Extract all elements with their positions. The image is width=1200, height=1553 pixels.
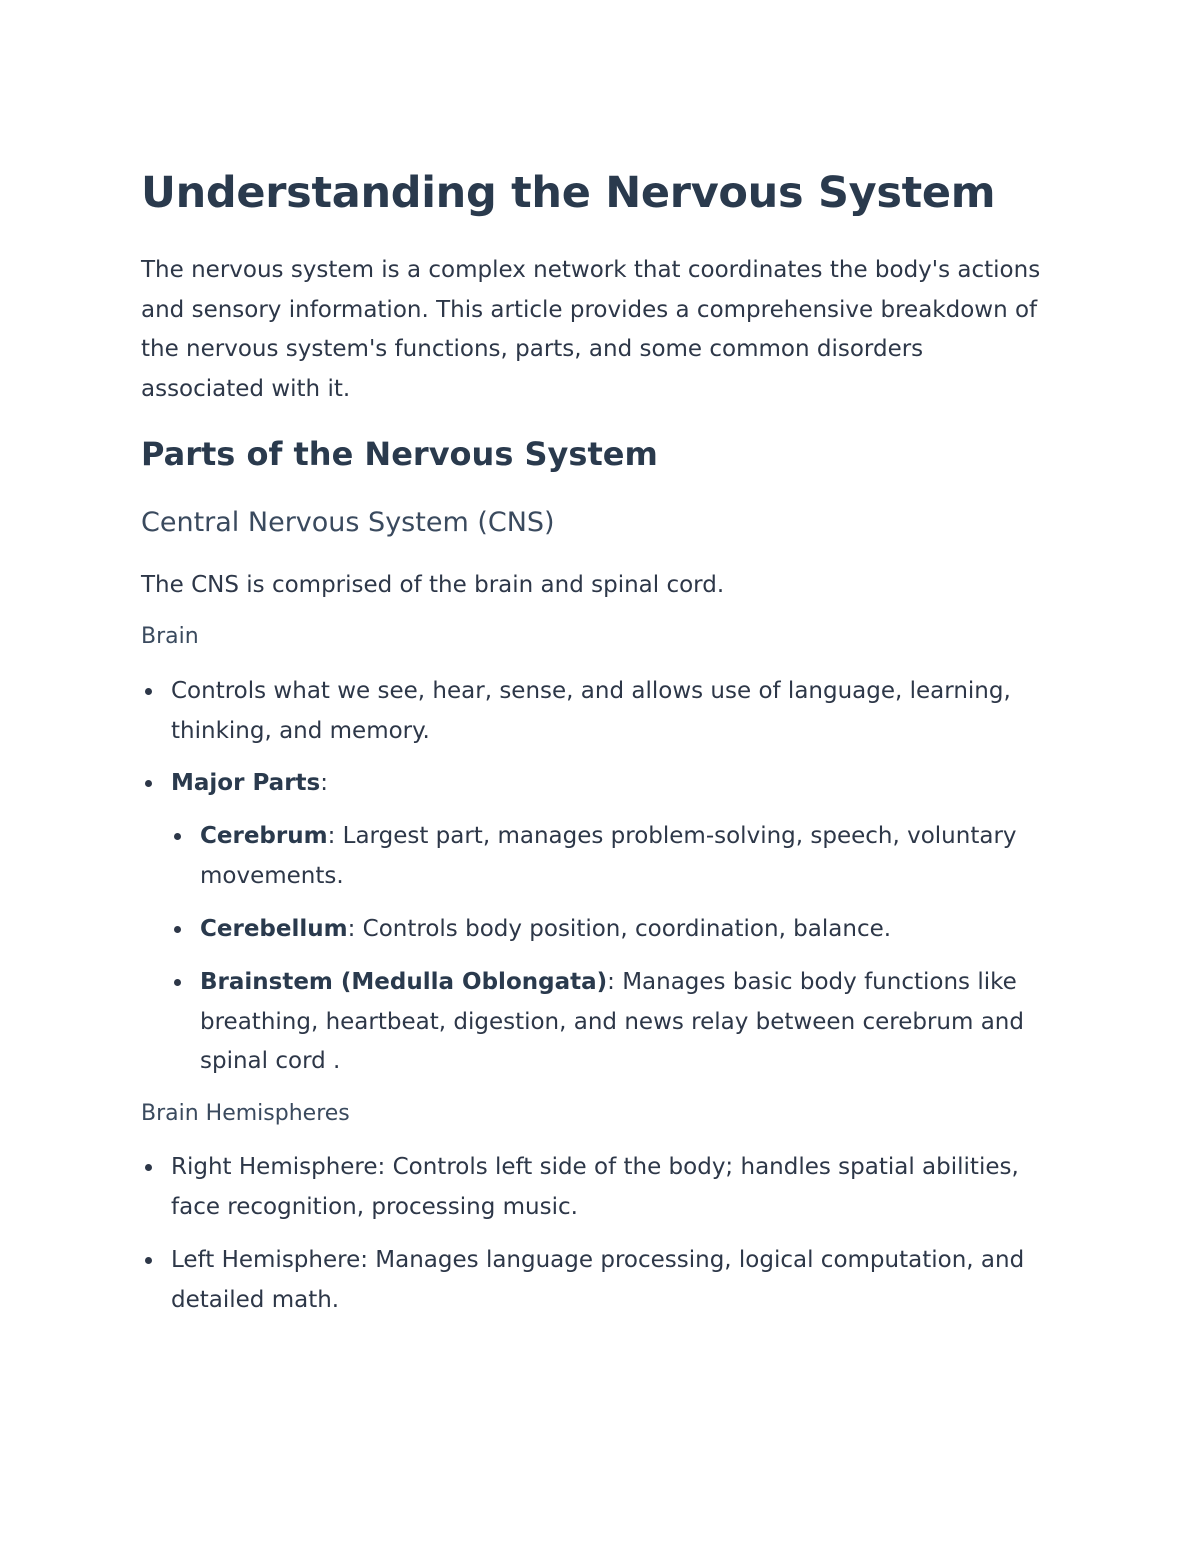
list-item <box>200 817 1080 896</box>
list-item-text: Largest part, manages problem-solving, speech, voluntary movements. <box>200 823 1017 889</box>
list-item-separator: : <box>327 823 336 849</box>
page-title: Understanding the Nervous System <box>141 168 996 218</box>
bullet-icon <box>145 688 152 695</box>
list-item-separator: : <box>607 969 615 995</box>
list-item <box>200 963 1080 1082</box>
list-item-label: Major Parts <box>171 770 321 796</box>
list-item <box>200 910 1080 950</box>
bullet-icon <box>174 979 181 986</box>
bullet-icon <box>145 780 152 787</box>
cns-description: The CNS is comprised of the brain and spinal cord. <box>141 572 725 598</box>
list-item <box>171 764 1051 804</box>
hemispheres-heading: Brain Hemispheres <box>141 1101 350 1126</box>
list-item-text: Controls what we see, hear, sense, and allows use of language, learning, thinking, and memory. <box>171 678 1011 744</box>
list-item-suffix: : <box>320 770 328 796</box>
list-item-text: Manages basic body functions like breathing, heartbeat, digestion, and news relay between cerebrum and spinal cord . <box>200 969 1024 1074</box>
list-item-label: Cerebellum <box>200 916 348 942</box>
bullet-icon <box>145 1164 152 1171</box>
list-item <box>171 1148 1051 1227</box>
list-item-label: Cerebrum <box>200 823 328 849</box>
section-heading: Parts of the Nervous System <box>141 435 658 473</box>
list-item-text: Controls body position, coordination, balance. <box>355 916 892 942</box>
list-item-text: Right Hemisphere: Controls left side of the body; handles spatial abilities, face recognition, processing music. <box>171 1154 1019 1220</box>
bullet-icon <box>174 833 181 840</box>
list-item-text: Left Hemisphere: Manages language processing, logical computation, and detailed math. <box>171 1247 1025 1313</box>
list-item <box>171 1241 1051 1320</box>
list-item-label: Brainstem (Medulla Oblongata) <box>200 969 608 995</box>
bullet-icon <box>145 1257 152 1264</box>
list-item-separator: : <box>347 916 356 942</box>
bullet-icon <box>174 926 181 933</box>
intro-paragraph: The nervous system is a complex network that coordinates the body's actions and sensory information. This article provides a comprehensive breakdown of the nervous system's functions, parts, and some common disorders associated with it. <box>141 257 1041 402</box>
cns-heading: Central Nervous System (CNS) <box>141 507 555 538</box>
list-item <box>171 672 1051 751</box>
brain-heading: Brain <box>141 624 199 649</box>
